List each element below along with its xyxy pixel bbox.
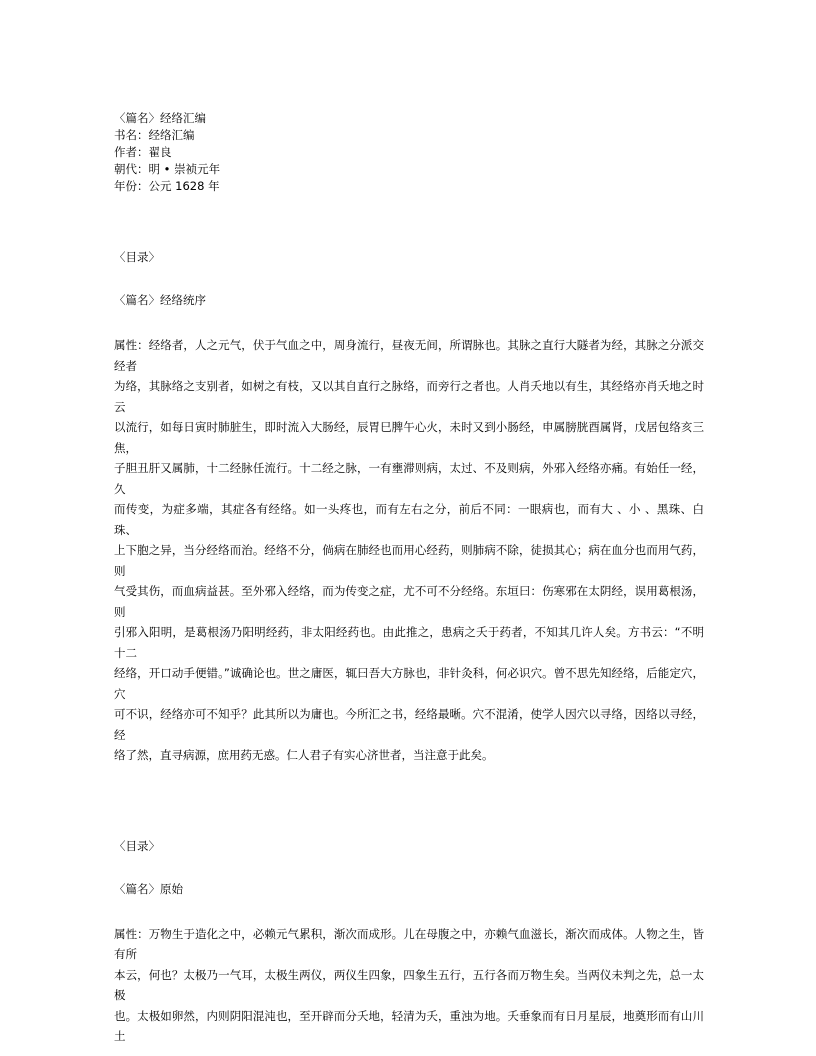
section-title-1: 〈篇名〉经络统序 <box>114 293 206 307</box>
text-line: 以流行，如每日寅时肺脏生，即时流入大肠经，辰胃巳脾午心火，未时又到小肠经，申属膀胱酉属肾，戊居包络亥三焦， <box>114 420 704 455</box>
text-line: 属性：万物生于造化之中，必赖元气累积，渐次而成形。儿在母腹之中，亦赖气血滋长，渐次而成体。人物之生，皆有所 <box>114 926 704 961</box>
text-line: 上下胞之异，当分经络而治。经络不分，倘病在肺经也而用心经药，则肺病不除，徒损其心；病在血分也而用气药，则 <box>114 543 704 578</box>
dynasty: 朝代：明 • 崇祯元年 <box>114 162 221 176</box>
text-line: 本云，何也？太极乃一气耳，太极生两仪，两仪生四象，四象生五行，五行各而万物生矣。当两仪未判之先，总一太极 <box>114 967 704 1002</box>
toc-marker-1: 〈目录〉 <box>114 250 160 264</box>
spacer <box>114 898 704 924</box>
section-paragraph-2 <box>114 924 704 1047</box>
spacer <box>114 766 704 838</box>
text-line: 也。太极如卵然，内则阴阳混沌也，至开辟而分夭地，轻清为夭，重浊为地。夭垂象而有日月星辰，地奠形而有山川土 <box>114 1008 704 1043</box>
section-paragraph-1 <box>114 335 704 766</box>
text-line: 为络，其脉络之支别者，如树之有枝，又以其自直行之脉络，而旁行之者也。人肖夭地以有生，其经络亦肖夭地之时云 <box>114 379 704 414</box>
text-line: 子胆丑肝又属肺，十二经脉任流行。十二经之脉，一有壅滞则病，太过、不及则病，外邪入经络亦痛。有始任一经，久 <box>114 461 704 496</box>
author: 作者：翟良 <box>114 145 172 159</box>
document-body <box>114 110 704 1047</box>
spacer <box>114 266 704 292</box>
text-line: 引邪入阳明，是葛根汤乃阳明经药，非太阳经药也。由此推之，患病之夭于药者，不知其几许人矣。方书云：“不明十二 <box>114 625 704 660</box>
text-line: 属性：经络者，人之元气，伏于气血之中，周身流行，昼夜无间，所谓脉也。其脉之直行大隧者为经，其脉之分派交经者 <box>114 338 704 373</box>
spacer <box>114 309 704 335</box>
year: 年份：公元 1628 年 <box>114 179 220 193</box>
document-metadata <box>114 110 704 195</box>
text-line: 络了然，直寻病源，庶用药无惑。仁人君子有实心济世者，当注意于此矣。 <box>114 748 494 762</box>
text-line: 气受其伤，而血病益甚。至外邪入经络，而为传变之症，尤不可不分经络。东垣曰：伤寒邪在太阴经，误用葛根汤，则 <box>114 584 704 619</box>
text-line: 经络，开口动手便错。”诚确论也。世之庸医，辄曰吾大方脉也，非针灸科，何必识穴。曾不思先知经络，后能定穴，穴 <box>114 666 704 701</box>
spacer <box>114 855 704 881</box>
spacer <box>114 195 704 249</box>
section-title-2: 〈篇名〉原始 <box>114 881 183 896</box>
toc-marker-2: 〈目录〉 <box>114 838 160 853</box>
text-line: 而传变，为症多端，其症各有经络。如一头疼也，而有左右之分，前后不同：一眼病也，而有大 、小 、黑珠、白珠、 <box>114 502 704 537</box>
text-line: 可不识，经络亦可不知乎？此其所以为庸也。今所汇之书，经络最晰。穴不混淆，使学人因穴以寻络，因络以寻经，经 <box>114 707 704 742</box>
title-tag: 〈篇名〉经络汇编 <box>114 111 206 125</box>
book-name: 书名：经络汇编 <box>114 128 195 142</box>
